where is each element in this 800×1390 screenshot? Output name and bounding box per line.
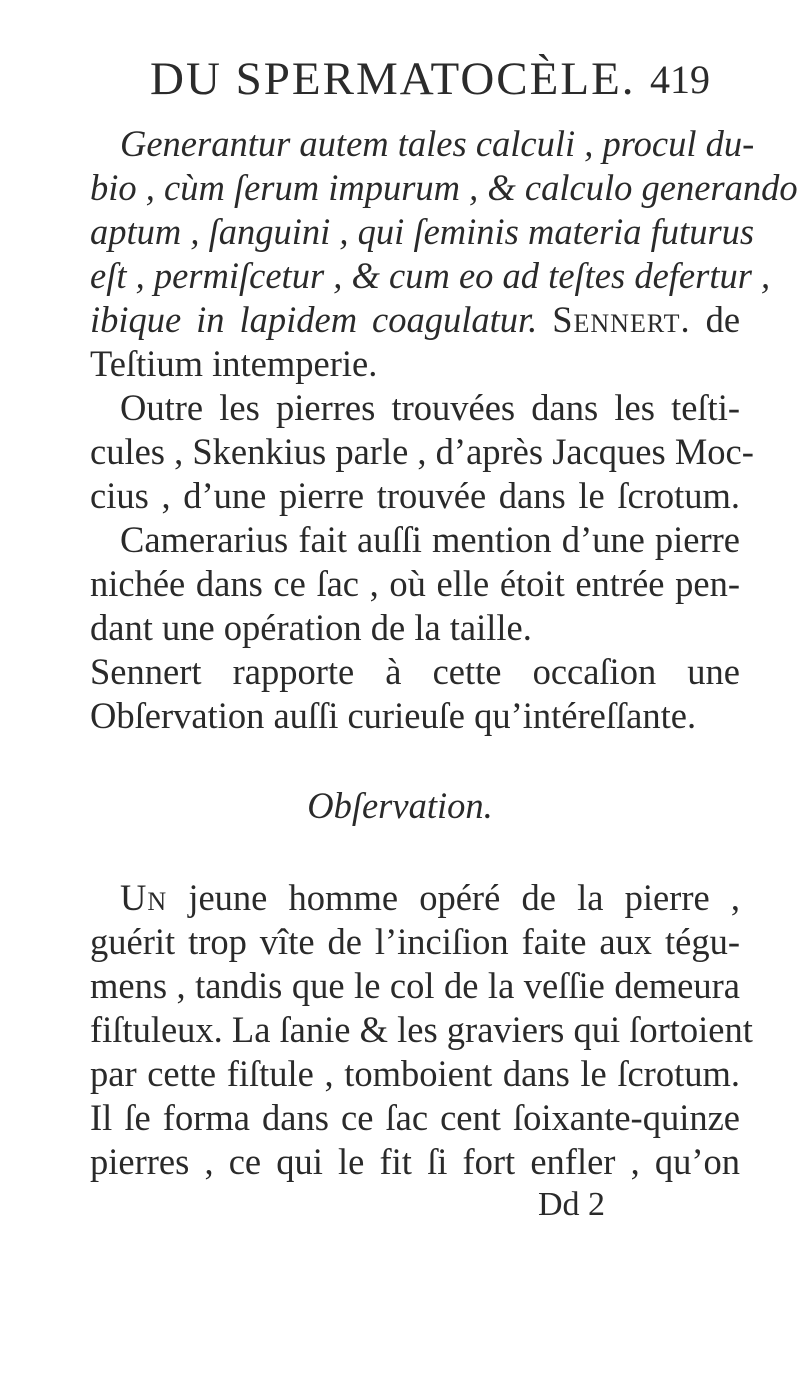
page-header <box>150 52 710 112</box>
text-line: Teſtium intemperie. <box>90 343 378 384</box>
text-line: Obſervation auſſi curieuſe qu’intéreſſante. <box>90 695 697 736</box>
text-span: jeune homme opéré de la pierre , <box>188 877 740 918</box>
text-line: cius , d’une pierre trouvée dans le ſcrotum. <box>90 475 740 516</box>
section-heading: Obſervation. <box>307 785 493 826</box>
text-line: Camerarius fait auſſi mention d’une pierre <box>120 519 740 560</box>
text-line: eſt , permiſcetur , & cum eo ad teſtes defertur , <box>90 255 771 296</box>
page-number: 419 <box>650 57 710 102</box>
signature-mark: Dd 2 <box>538 1186 606 1223</box>
text-line: pierres , ce qui le fit ſi fort enfler , qu’on <box>90 1141 740 1182</box>
text-line: mens , tandis que le col de la veſſie demeura <box>90 965 740 1006</box>
text-line-with-citation <box>90 298 740 342</box>
text-line: Sennert rapporte à cette occaſion une <box>90 651 740 692</box>
text-line: fiſtuleux. La ſanie & les graviers qui ſortoient <box>90 1009 753 1050</box>
text-line-with-dropword <box>120 876 740 920</box>
running-head: DU SPERMATOCÈLE. <box>150 53 636 105</box>
text-line: aptum , ſanguini , qui ſeminis materia futurus <box>90 211 755 252</box>
text-line: Il ſe forma dans ce ſac cent ſoixante-quinze <box>90 1097 740 1138</box>
text-line: cules , Skenkius parle , d’après Jacques Moc- <box>90 431 754 472</box>
text-line: par cette fiſtule , tomboient dans le ſcrotum. <box>90 1053 740 1094</box>
text-line: bio , cùm ſerum impurum , & calculo generando <box>90 167 798 208</box>
first-word: Un <box>120 877 168 918</box>
text-line: dant une opération de la taille. <box>90 607 532 648</box>
citation-text: de <box>705 299 741 340</box>
text-line: guérit trop vîte de l’inciſion faite aux tégu- <box>90 921 740 962</box>
text-span: ibique in lapidem coagulatur. <box>90 299 538 340</box>
text-line: Generantur autem tales calculi , procul du- <box>120 123 755 164</box>
citation-author: Sennert. <box>552 299 691 340</box>
text-line: Outre les pierres trouvées dans les teſti- <box>120 387 740 428</box>
text-line: nichée dans ce ſac , où elle étoit entrée pen- <box>90 563 740 604</box>
